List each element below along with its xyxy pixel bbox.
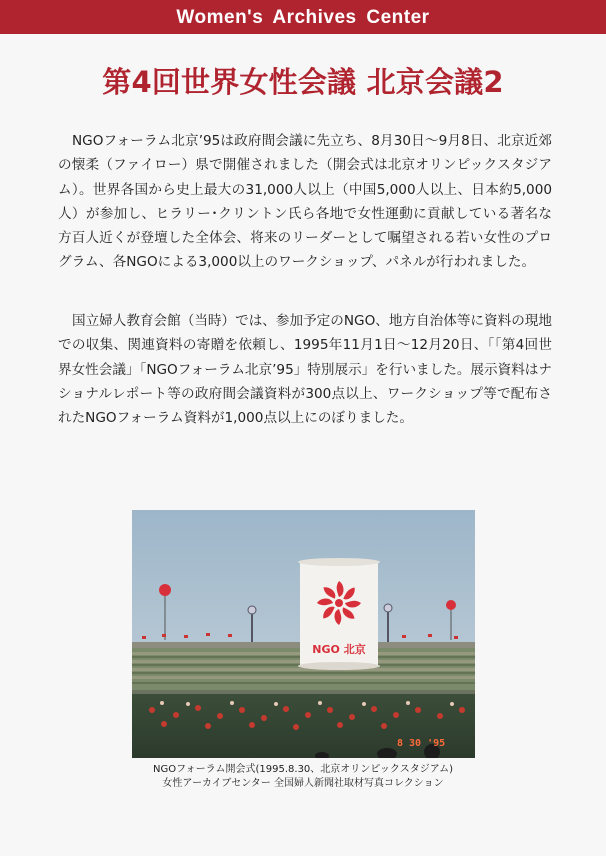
stadium-photo	[132, 510, 475, 758]
body-paragraph-2: 国立婦人教育会館（当時）では、参加予定のNGO、地方自治体等に資料の現地での収集、関連資料の寄贈を依頼し、1995年11月1日～12月20日、「「第4回世界女性会議」「NGOフォーラム北京’95」特別展示」を行いました。展示資料はナショナルレポート等の政府間会議資料が300点以上、ワークショップ等で配布されたNGOフォーラム資料が1,000点以上にのぼりました。	[58, 313, 552, 427]
caption-line-1: NGOフォーラム開会式(1995.8.30、北京オリンピックスタジアム)	[153, 764, 453, 775]
caption-line-2: 女性アーカイブセンター 全国婦人新聞社取材写真コレクション	[162, 778, 444, 789]
page-title: 第4回世界女性会議 北京会議2	[102, 65, 504, 99]
banner-text: NGO 北京	[312, 643, 366, 656]
photo-caption	[0, 763, 606, 791]
photo-timestamp: 8 30 '95	[397, 738, 446, 749]
header-banner: Women's Archives Center	[0, 0, 606, 34]
body-paragraph-1: NGOフォーラム北京’95は政府間会議に先立ち、8月30日～9月8日、北京近郊の懐柔（ファイロー）県で開催されました（開会式は北京オリンピックスタジアム）。世界各国から史上最大の31,000人以上（中国5,000人以上、日本約5,000人）が参加し、ヒラリー･クリントン氏ら各地で女性運動に貢献している著名な方百人近くが登壇した全体会、将来のリーダーとして嘱望される若い女性のプログラム、各NGOによる3,000以上のワークショップ、パネルが行われました。	[58, 133, 552, 271]
